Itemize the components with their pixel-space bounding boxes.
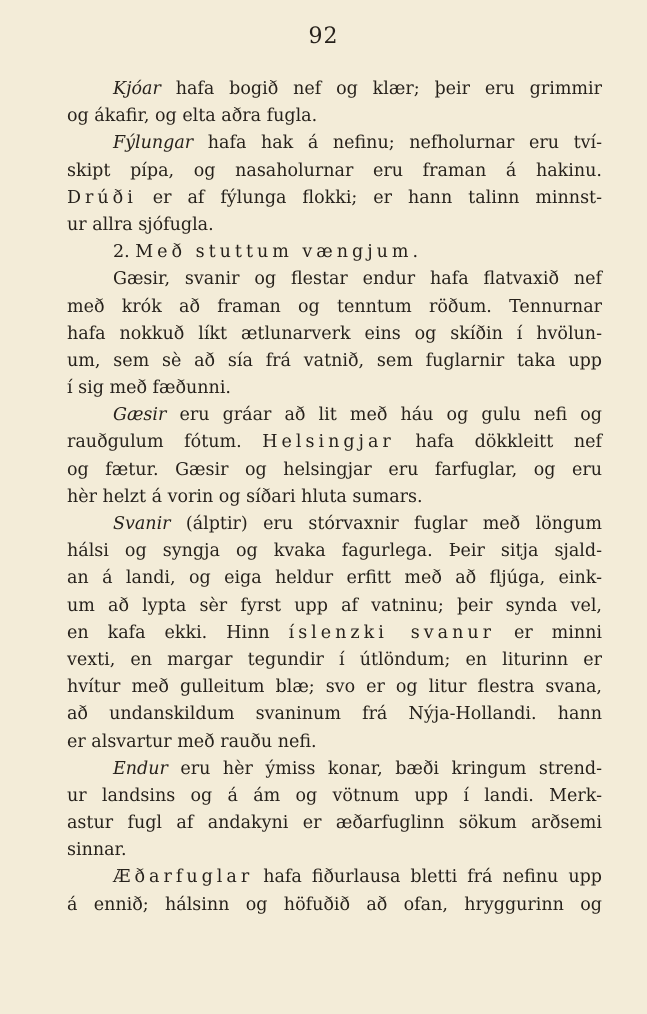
text-line <box>67 103 602 130</box>
text-line <box>67 810 602 837</box>
text-line <box>67 837 602 864</box>
text-line <box>67 729 602 756</box>
section-number: 2. <box>113 242 136 263</box>
text-run: með krók að framan og tenntum röðum. Tennurnar <box>67 296 602 317</box>
text-line <box>67 212 602 239</box>
text-run: skipt pípa, og nasaholurnar eru framan á hakinu. <box>67 160 602 181</box>
text-line <box>67 565 602 592</box>
text-line <box>67 185 602 212</box>
text-line <box>67 429 602 456</box>
term-kjoar: Kjóar <box>113 79 161 99</box>
text-run: hvítur með gulleitum blæ; svo er og litur flestra svana, <box>67 677 602 698</box>
text-run: eru hèr ýmiss konar, bæði kringum strend- <box>167 758 602 779</box>
text-run: um að lypta sèr fyrst upp af vatninu; þeir synda vel, <box>67 595 602 616</box>
text-line <box>67 76 602 103</box>
text-run: og ákafir, og elta aðra fugla. <box>67 106 318 127</box>
text-line <box>67 864 602 891</box>
text-run: hafa nokkuð líkt ætlunarverk eins og skíðin í hvölun- <box>67 323 602 344</box>
term-aedarfuglar: Æðarfuglar <box>113 867 254 888</box>
text-run: (álptir) eru stórvaxnir fuglar með löngum <box>170 514 602 534</box>
text-run: og fætur. Gæsir og helsingjar eru farfuglar, og eru <box>67 459 602 480</box>
text-run: hálsi og syngja og kvaka fagurlega. Þeir sitja sjald- <box>67 541 602 562</box>
page-number: 92 <box>308 24 339 49</box>
text-line <box>67 294 602 321</box>
text-line <box>67 701 602 728</box>
term-svanir: Svanir <box>113 514 171 534</box>
term-helsingjar: Helsingjar <box>262 432 395 453</box>
text-line <box>67 402 602 429</box>
text-line <box>67 484 602 511</box>
text-line <box>67 674 602 701</box>
text-line <box>67 457 602 484</box>
text-run: vexti, en margar tegundir í útlöndum; en liturinn er <box>67 649 602 670</box>
text-run: an á landi, og eiga heldur erfitt með að fljúga, eink- <box>67 568 602 589</box>
text-line <box>67 130 602 157</box>
text-line <box>67 266 602 293</box>
text-line <box>67 321 602 348</box>
text-line <box>67 511 602 538</box>
text-line <box>67 158 602 185</box>
text-run: er alsvartur með rauðu nefi. <box>67 731 317 752</box>
text-run: eru gráar að lit með háu og gulu nefi og <box>166 405 602 426</box>
text-line <box>67 593 602 620</box>
text-run: Gæsir, svanir og flestar endur hafa flatvaxið nef <box>113 269 602 290</box>
text-line <box>67 756 602 783</box>
text-line <box>67 647 602 674</box>
section-title: Með stuttum vængjum. <box>135 242 423 263</box>
text-run: en kafa ekki. Hinn <box>67 622 289 643</box>
text-run: astur fugl af andakyni er æðarfuglinn sökum arðsemi <box>67 813 602 834</box>
text-line <box>67 375 602 402</box>
text-line <box>67 892 602 919</box>
text-run: hafa dökkleitt nef <box>394 432 602 453</box>
text-run: á ennið; hálsinn og höfuðið að ofan, hryggurinn og <box>67 894 602 915</box>
text-run: er af fýlunga flokki; er hann talinn minnst- <box>136 187 602 208</box>
text-line <box>67 538 602 565</box>
text-run: hèr helzt á vorin og síðari hluta sumars. <box>67 486 423 507</box>
term-gaesir: Gæsir <box>113 405 167 426</box>
body-text <box>67 76 602 919</box>
text-line <box>67 348 602 375</box>
text-run: rauðgulum fótum. <box>67 432 263 453</box>
term-islenzki-svanur: íslenzki svanur <box>288 622 495 643</box>
term-fylungar: Fýlungar <box>113 133 194 154</box>
text-run: ur landsins og á ám og vötnum upp í landi. Merk- <box>67 785 602 806</box>
text-run: ur allra sjófugla. <box>67 214 214 235</box>
term-endur: Endur <box>113 758 168 779</box>
text-line <box>67 783 602 810</box>
text-run: hafa bogið nef og klær; þeir eru grimmir <box>160 79 602 99</box>
text-run: hafa fiðurlausa bletti frá nefinu upp <box>253 867 602 888</box>
text-run: sinnar. <box>67 840 127 861</box>
text-run: er minni <box>495 622 602 643</box>
text-line <box>67 620 602 647</box>
text-run: um, sem sè að sía frá vatnið, sem fuglarnir taka upp <box>67 350 602 371</box>
term-drudi: Drúði <box>67 187 137 208</box>
text-run: í sig með fæðunni. <box>67 378 231 399</box>
text-run: að undanskildum svaninum frá Nýja-Hollandi. hann <box>67 704 602 725</box>
text-run: hafa hak á nefinu; nefholurnar eru tví- <box>193 133 602 154</box>
section-heading <box>67 239 602 266</box>
